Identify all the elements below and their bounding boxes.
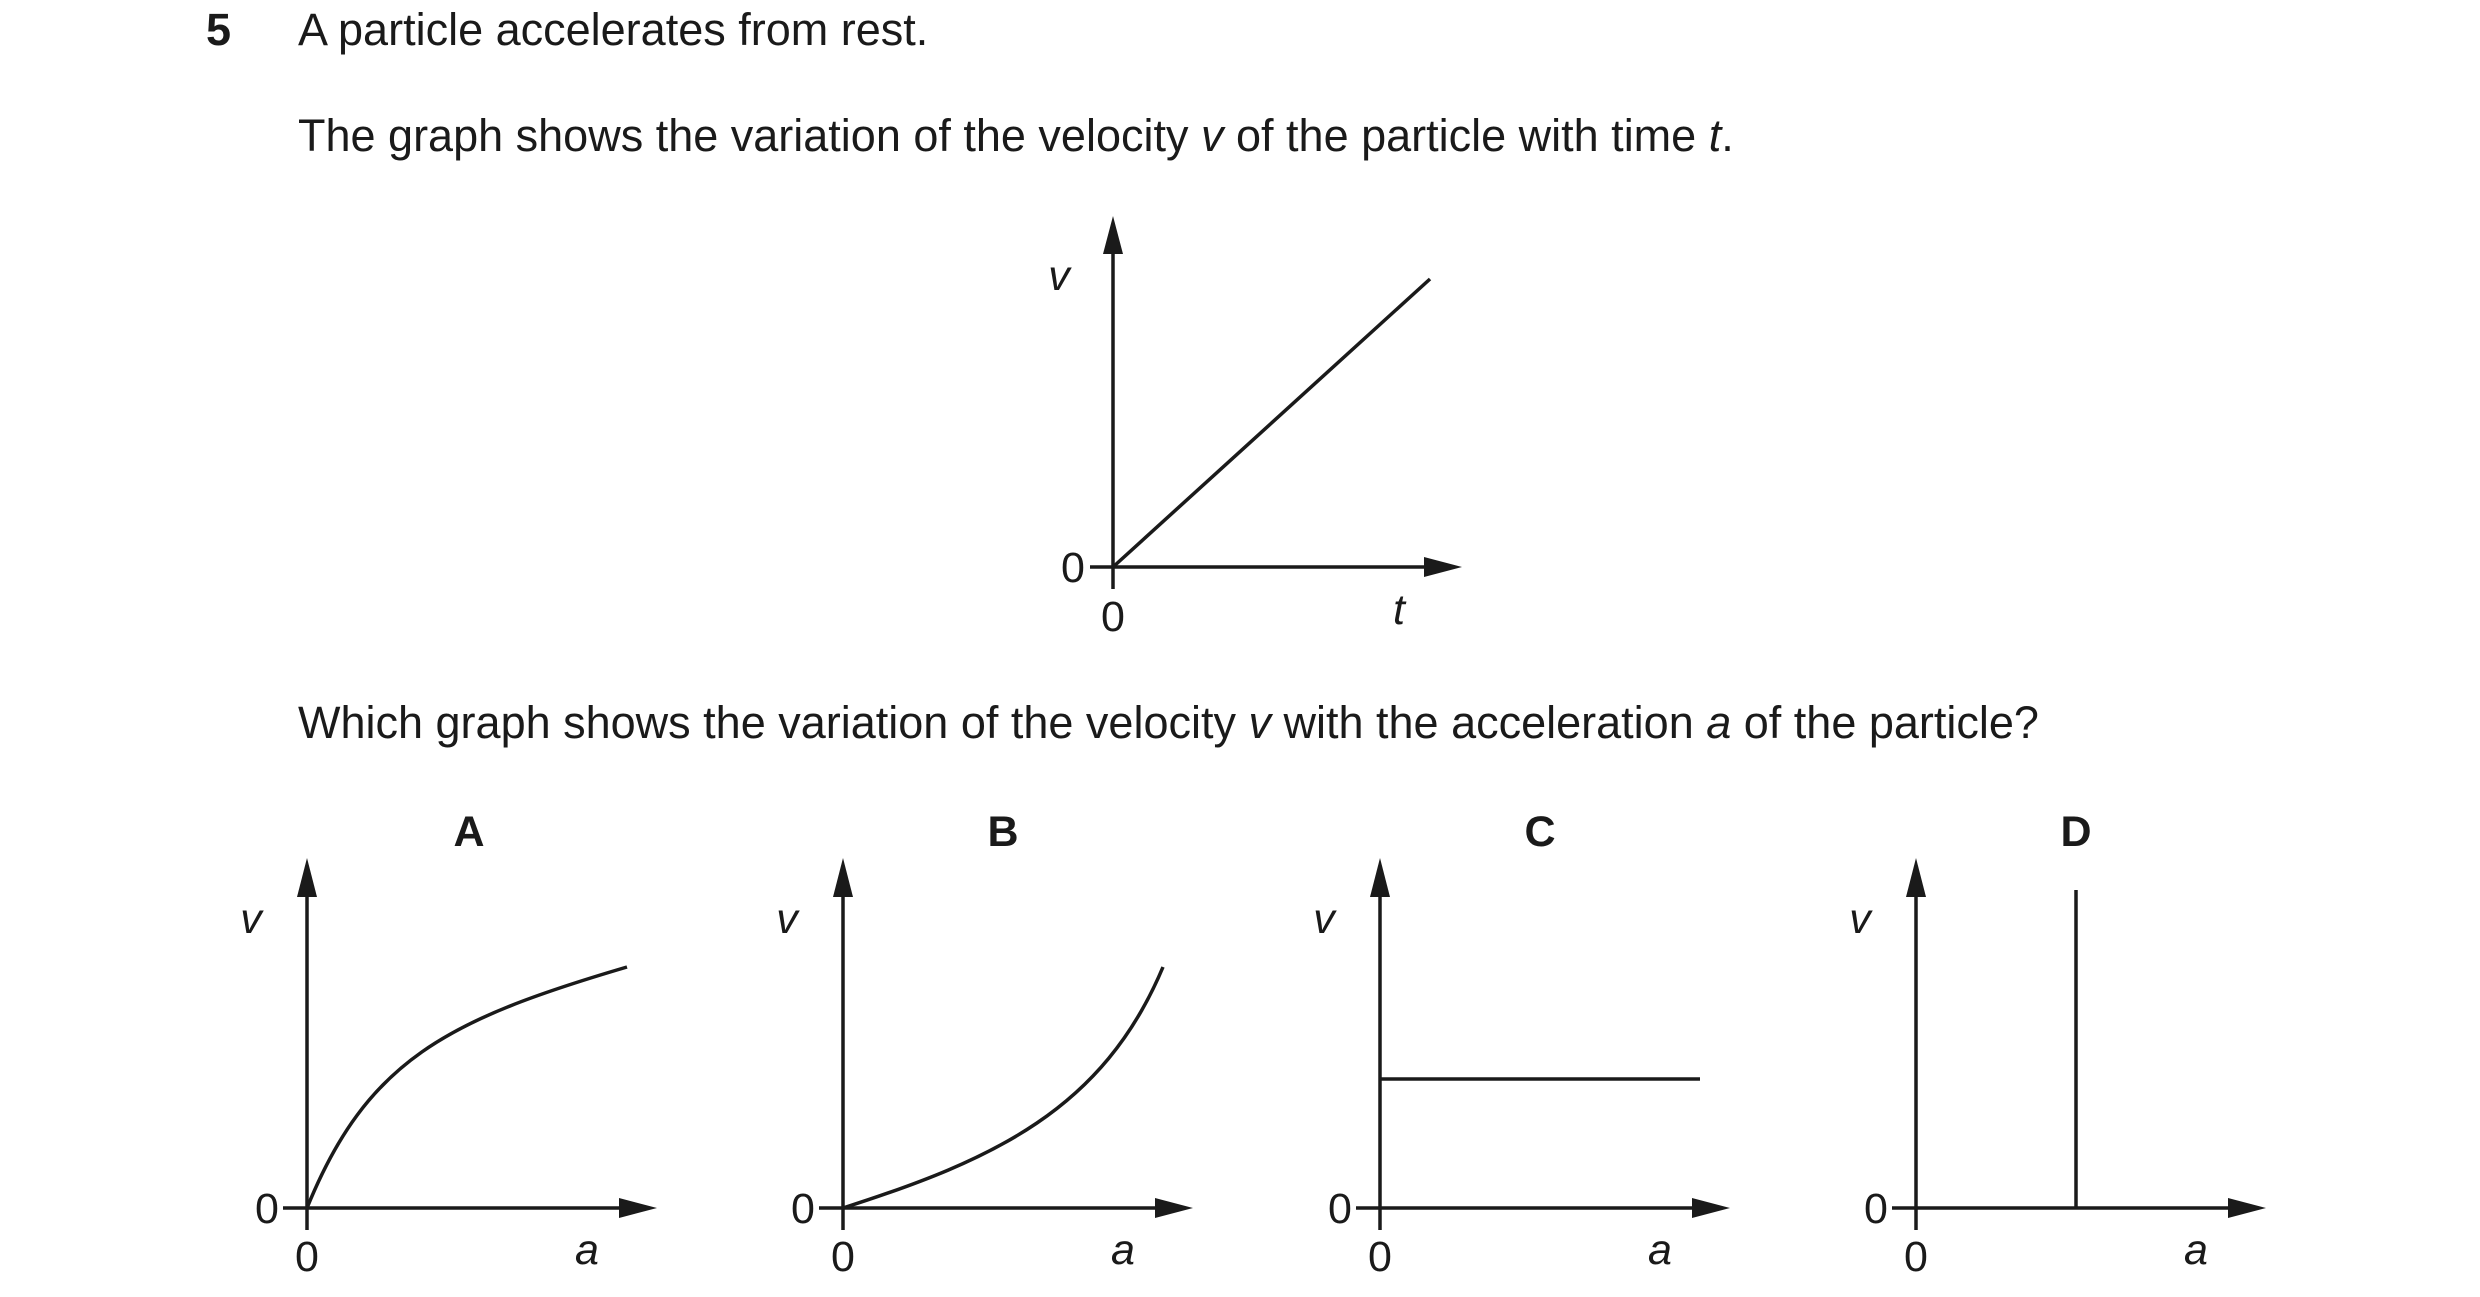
- x-axis-label: a: [1648, 1226, 1672, 1274]
- x-axis-arrow: [1155, 1198, 1193, 1218]
- option-label: A: [453, 808, 485, 856]
- text-segment: with the acceleration: [1270, 697, 1707, 748]
- text-segment: The graph shows the variation of the velocity: [298, 110, 1201, 161]
- text-segment: .: [1721, 110, 1734, 161]
- y-origin-label: 0: [791, 1185, 815, 1233]
- y-axis-arrow: [833, 858, 853, 897]
- option-label: C: [1524, 808, 1556, 856]
- x-axis-label: a: [575, 1226, 599, 1274]
- option-label: B: [987, 808, 1019, 856]
- data-line: [1113, 279, 1430, 567]
- data-curve: [307, 967, 627, 1208]
- text-segment: Which graph shows the variation of the velocity: [298, 697, 1249, 748]
- symbol-t: t: [1708, 110, 1722, 161]
- x-axis-arrow: [2228, 1198, 2266, 1218]
- y-origin-label: 0: [1864, 1185, 1888, 1233]
- y-axis-label: v: [776, 895, 798, 943]
- y-axis-arrow: [1906, 858, 1926, 897]
- x-origin-label: 0: [831, 1233, 855, 1281]
- symbol-a: a: [1706, 697, 1732, 748]
- option-d-graph: [1849, 808, 2266, 1281]
- y-axis-arrow: [1370, 858, 1390, 897]
- x-origin-label: 0: [1368, 1233, 1392, 1281]
- x-axis-label: a: [2184, 1226, 2208, 1274]
- x-axis-arrow: [1692, 1198, 1730, 1218]
- velocity-time-graph: [1090, 216, 1462, 589]
- question-intro: A particle accelerates from rest.: [298, 4, 929, 55]
- y-axis-arrow: [1103, 216, 1123, 254]
- symbol-v: v: [1248, 697, 1271, 748]
- x-axis-arrow: [1424, 557, 1462, 577]
- y-origin-label: 0: [1061, 544, 1085, 592]
- question-number: 5: [206, 4, 232, 55]
- y-axis-label: v: [1849, 895, 1871, 943]
- y-axis-label: v: [1313, 895, 1335, 943]
- x-axis-label: t: [1393, 586, 1405, 634]
- y-axis-arrow: [297, 858, 317, 897]
- option-a-graph: [240, 808, 657, 1281]
- y-origin-label: 0: [1328, 1185, 1352, 1233]
- option-b-graph: [776, 808, 1193, 1281]
- y-axis-label: v: [1048, 252, 1070, 300]
- text-segment: of the particle with time: [1223, 110, 1709, 161]
- x-axis-label: a: [1111, 1226, 1135, 1274]
- y-axis-label: v: [240, 895, 262, 943]
- text-segment: of the particle?: [1731, 697, 2039, 748]
- option-label: D: [2060, 808, 2092, 856]
- x-origin-label: 0: [295, 1233, 319, 1281]
- data-curve: [843, 967, 1163, 1208]
- option-c-graph: [1313, 808, 1730, 1281]
- x-axis-arrow: [619, 1198, 657, 1218]
- symbol-v: v: [1201, 110, 1224, 161]
- x-origin-label: 0: [1101, 593, 1125, 641]
- x-origin-label: 0: [1904, 1233, 1928, 1281]
- y-origin-label: 0: [255, 1185, 279, 1233]
